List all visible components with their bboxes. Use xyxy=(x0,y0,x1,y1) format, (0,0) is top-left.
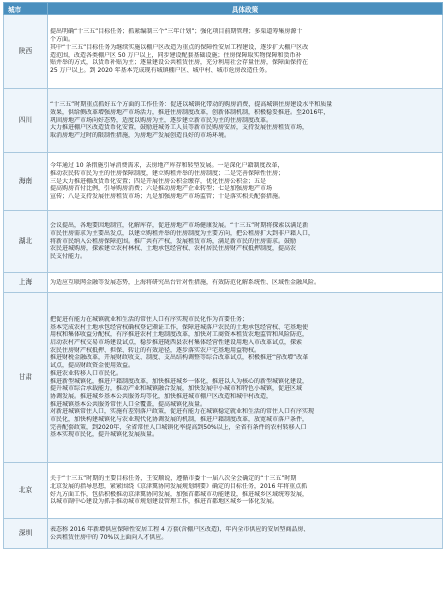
policy-text-line: 以城市副中心建设为抓手推动城市规划建设管理工作，推进首都地区城乡一体化发展。 xyxy=(50,498,279,506)
table-row xyxy=(4,89,443,153)
policy-text-line: 对新进城镇常住人口，实施有差别落户政策，促进有能力在城镇稳定就业和生活的常住人口有序实现 xyxy=(50,408,315,416)
table-row xyxy=(4,211,443,273)
policy-text-line: 三是大力推进棚改货币化安置；四是开展住房公积金缴存，优化住房公积金；五是 xyxy=(50,177,267,185)
policy-cell xyxy=(48,153,443,211)
policy-text-line: 农民进城购房，探索建立农村林权、土地承包经营权、农村居民住房财产权抵押制度，提高农 xyxy=(50,245,297,253)
policy-text-line: 好九方面工作，包括积极推动京津冀协同发展，加强首都城市功能建设，推进城乡区域统筹发展， xyxy=(50,490,309,498)
city-cell: 上海 xyxy=(4,273,48,293)
city-cell: 陕西 xyxy=(4,15,48,89)
table-header-row xyxy=(4,3,443,15)
policy-cell xyxy=(48,273,443,293)
table-row xyxy=(4,273,443,293)
policy-text-line: 今年通过 10 条措施引导消费需求，去房地产库存和转型发展。一是深化户籍制度改革， xyxy=(50,162,284,170)
city-cell: 深圳 xyxy=(4,519,48,549)
policy-text-line: 提高购房首付比例，引导购房消费；六是推动房地产企业转型；七是加强房地产市场 xyxy=(50,185,273,193)
policy-cell xyxy=(48,89,443,153)
policy-text-line: 基本完成农村土地承包经营权确权登记颁证工作，保障进城落户农民的土地承包经营权、宅基地使 xyxy=(50,323,309,331)
policy-text-line: 推进城镇基本公共服务常住人口全覆盖，提高城镇化质量。 xyxy=(50,400,207,408)
policy-text-line: 为适应互联网金融等发展态势，上海将研究出台针对性措施，有效防范化解系统性、区域性金融风险。 xyxy=(50,278,321,286)
policy-table xyxy=(3,2,443,549)
policy-cell xyxy=(48,293,443,463)
policy-text-line: 农民住房财产权抵押、担保、转让的有效途径，逐步落实农户宅基地用益物权。 xyxy=(50,346,261,354)
city-cell: 湖北 xyxy=(4,211,48,273)
table-row xyxy=(4,15,443,89)
table-row xyxy=(4,293,443,463)
policy-text-line: 市民化，加快构建城镇化与农业现代化协调发展的机制，推进户籍制度改革，放宽城市落户条件， xyxy=(50,416,309,424)
column-header-city: 城市 xyxy=(4,3,48,15)
policy-text-line: 推动农民转市民为主的住房保障制度，建立购租并举的住房制度；二是完善保障性住房； xyxy=(50,169,285,177)
policy-text-line: 大力推进棚户区改造货币化安置，鼓励进城务工人员等新市民购房安居，支持发展住房租赁市场， xyxy=(50,124,309,132)
policy-text-line: 推进财税金融改革，开展财政收支、制度、支出结构调整等综合改革试点，积极推进“营改增”改革 xyxy=(50,354,309,362)
policy-text-line: 将新市民纳入公租房保障范围。推广共有产权，发展租赁市场，满足新市民的住房需求。鼓励 xyxy=(50,237,297,245)
policy-text-line: 民支付能力。 xyxy=(50,253,87,261)
policy-text-line: 推进农业转移人口市民化。 xyxy=(50,369,123,377)
city-cell: 海南 xyxy=(4,153,48,211)
table-row xyxy=(4,463,443,519)
policy-cell xyxy=(48,15,443,89)
city-cell: 四川 xyxy=(4,89,48,153)
table-row xyxy=(4,153,443,211)
policy-text-line: 25 万户以上。到 2020 年基本完成现有城镇棚户区、城中村、城市危房改造任务。 xyxy=(50,66,271,74)
table-body xyxy=(4,15,443,549)
policy-text-line: 市民住房需求为主要出发点，以建立购租并举的住房制度为主要方向，把公租房扩大到非户籍人口， xyxy=(50,229,315,237)
policy-text-line: 造范围，改造各类棚户区 50 万户以上，同步建设配套基础设施；住房保障取实物保障和货币补 xyxy=(50,51,302,59)
policy-text-line: 把促进有能力在城镇就业和生活的常住人口有序实现市民化作为首要任务； xyxy=(50,315,249,323)
table-row xyxy=(4,519,443,549)
policy-text-line: 北京发展的指导思想，紧紧围绕《京津冀协同发展规划纲要》确定的目标任务，2016 年将重点抓 xyxy=(50,482,308,490)
policy-text-line: 用权和集体收益分配权，有序推进农村土地制度改革，加快对工商资本租赁农地监管和风险防范， xyxy=(50,331,309,339)
policy-cell xyxy=(48,211,443,273)
policy-cell xyxy=(48,463,443,519)
city-cell: 北京 xyxy=(4,463,48,519)
policy-text-line: 关于“十三五”时期的主要目标任务，王安顺说，遵循市委十一届八次全会确定的“十三五”时期 xyxy=(50,475,297,483)
policy-text-line: 取消房地产过时的限制性措施，为房地产发展创造良好的市场环境。 xyxy=(50,132,231,140)
policy-text-line: “十三五”时期重点抓好五个方面的工作任务：促进以城镇化带动的购房消费，提高城镇住房建设水平和质量 xyxy=(50,101,333,109)
policy-text-line: 会议提出，各地要因地制宜，化解库存，促进房地产市场健康发展。“十三五”时期将探索以满足新 xyxy=(50,222,309,230)
policy-text-line: 基本实现市民化，提升城镇化发展质量。 xyxy=(50,431,159,439)
policy-text-line: 提出明确“十三五”目标任务；抓紧编制三个“三年计划”；强化项目前期管理；多渠道筹集房源十 xyxy=(50,28,303,36)
column-header-policy: 具体政策 xyxy=(48,3,443,15)
policy-text-line: 启动农村产权交易市场建设试点，稳步推进陇西县农村集体经营性建设用地入市改革试点，探索 xyxy=(50,338,303,346)
policy-text-line: 表态称 2016 年新增供应保障性安居工程 4 万套(含棚户区改造)，年内全市供应的安居型商品房、 xyxy=(50,525,310,533)
policy-text-line: 其中“十三五”目标任务为继续实施以棚户区改造为重点的保障性安居工程建设，逐步扩大棚户区改 xyxy=(50,43,309,51)
policy-text-line: 个方面。 xyxy=(50,36,75,44)
policy-text-line: 效果，供给侧改革增强房地产市场活力，推进住房制度改革，创新体制机制，积极稳妥推进。至2016年， xyxy=(50,108,330,116)
policy-text-line: 推进新型城镇化，推进户籍制度改革，加快推进城乡一体化，推进以人为核心的新型城镇化建设， xyxy=(50,377,309,385)
policy-text-line: 贴并举的方式，以货币补贴为主；逐量建设公共租赁住房，充分利用社会存量住房，保障面保持在 xyxy=(50,59,309,67)
policy-text-line: 巩固房地产市场向好态势，适度以购房为主，逐步建立新市民为主的住房制度改革。 xyxy=(50,116,273,124)
policy-text-line: 试点，提高财政资金使用效益。 xyxy=(50,362,135,370)
policy-cell xyxy=(48,519,443,549)
policy-text-line: 公共租赁住房中的 70%以上面向人才供应。 xyxy=(50,533,168,541)
city-cell: 甘肃 xyxy=(4,293,48,463)
policy-text-line: 宣传；八是支持发展住房租赁市场；九是加强房地产市场监管；十是落实相关配套措施。 xyxy=(50,193,285,201)
policy-document xyxy=(3,2,442,598)
policy-text-line: 提升城市综合承载能力，推动产业和城镇融合发展，加快发展中小城市和特色小城镇，促进区域 xyxy=(50,385,303,393)
policy-text-line: 协调发展。推进城乡基本公共服务均等化，加快推进城市棚户区改造和城中村改造， xyxy=(50,392,273,400)
policy-text-line: 完善配套政策，到2020年，全省常住人口城镇化率提高到50%以上，全省有条件的农村转移人口 xyxy=(50,423,307,431)
